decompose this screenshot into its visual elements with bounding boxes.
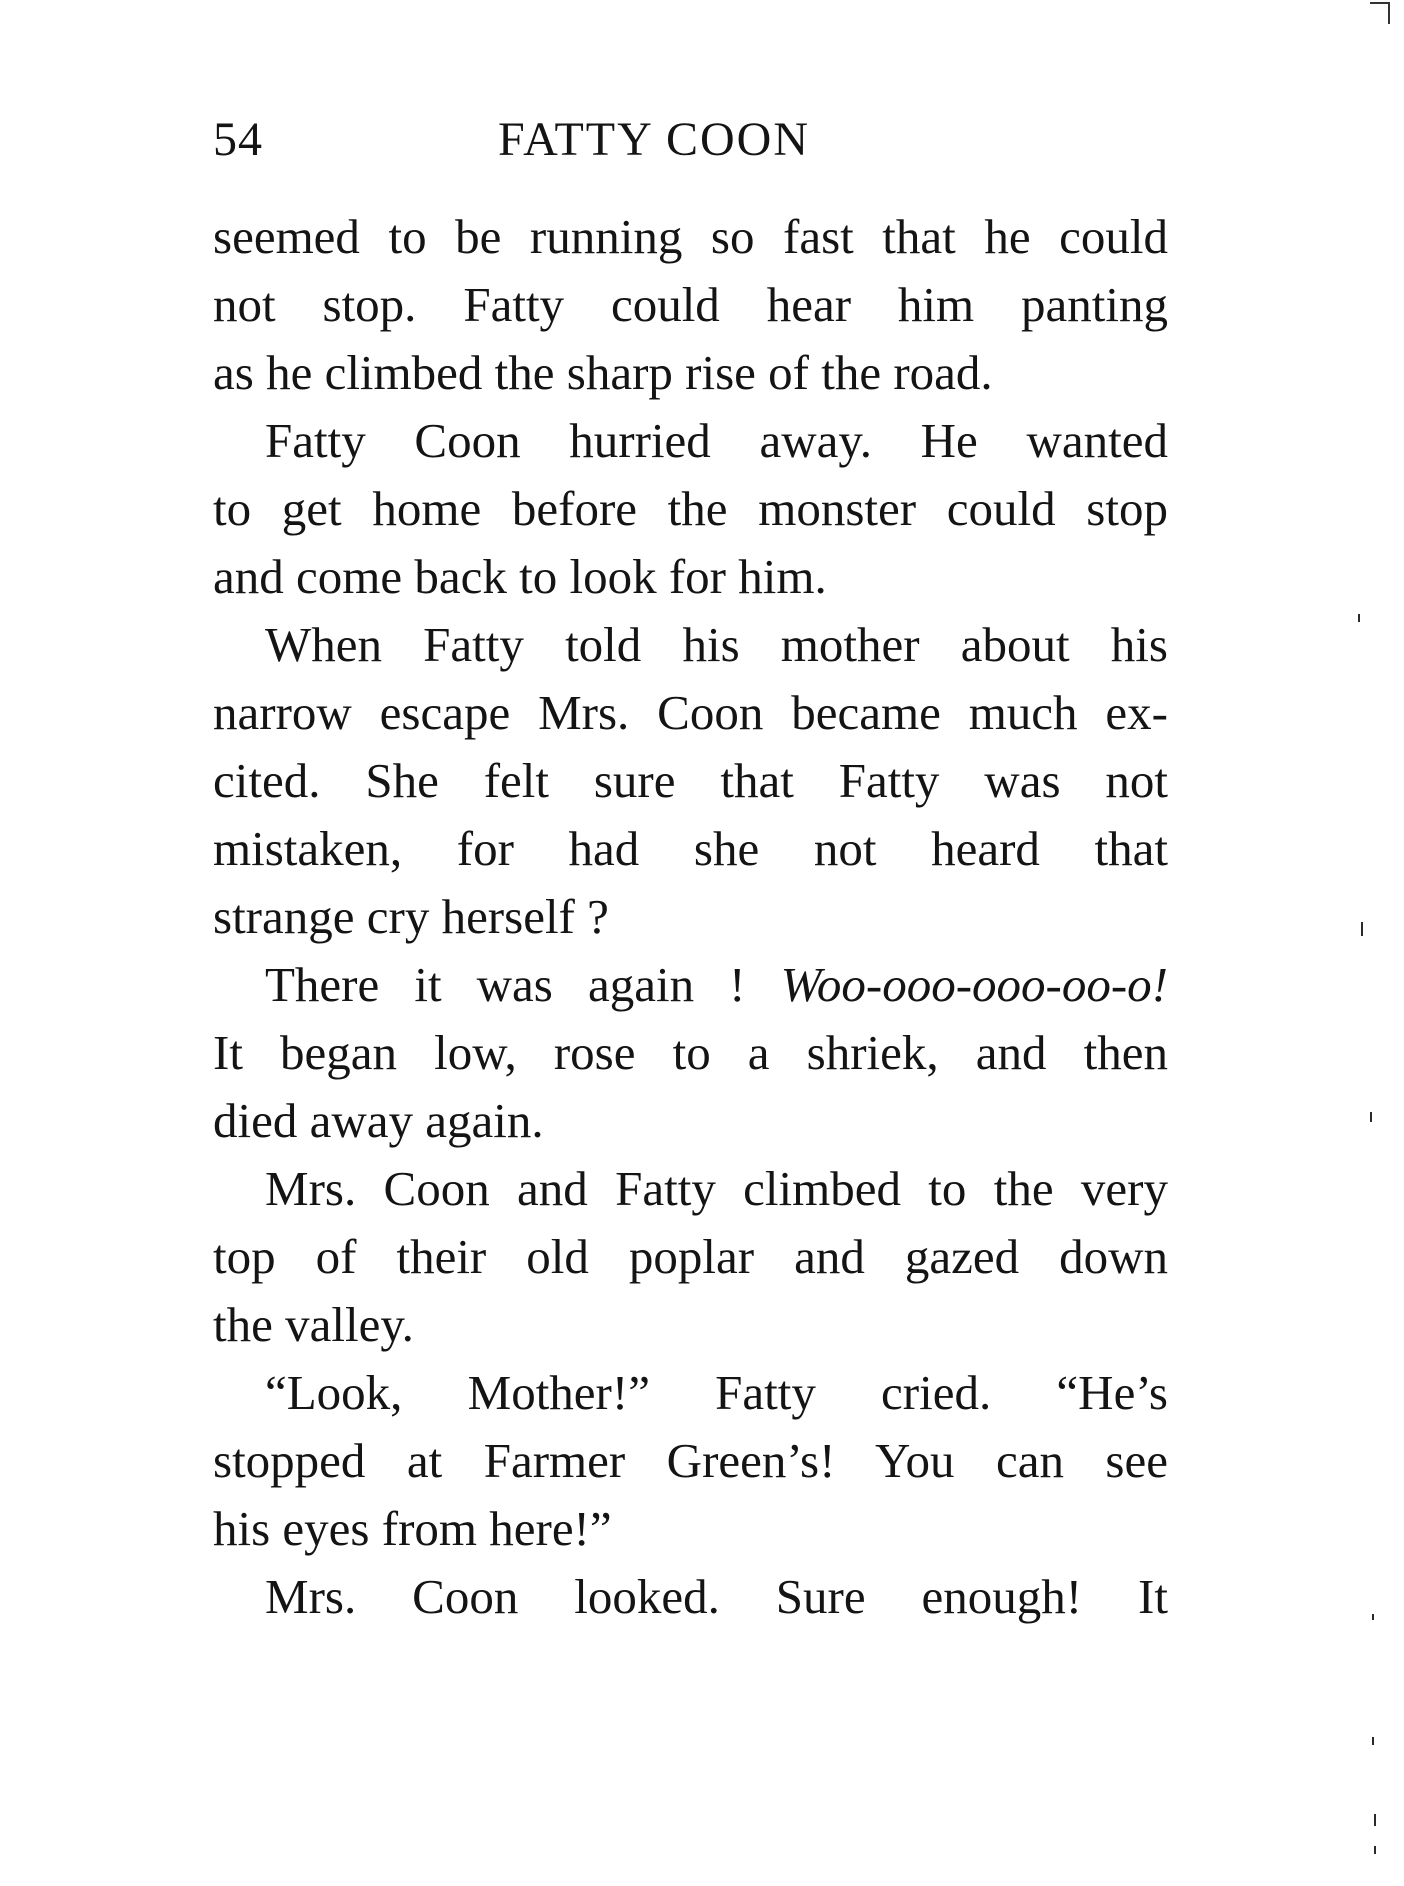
text-line: died away again. <box>213 1093 544 1148</box>
scan-speck <box>1372 1737 1374 1745</box>
text-line: “Look, Mother!” Fatty cried. “He’s <box>265 1365 1168 1420</box>
scan-speck <box>1358 614 1360 622</box>
text-line: Fatty Coon hurried away. He wanted <box>265 413 1168 468</box>
text-line: seemed to be running so fast that he could <box>213 209 1168 264</box>
paragraph <box>213 1359 1168 1563</box>
text-line: Mrs. Coon and Fatty climbed to the very <box>265 1161 1168 1216</box>
italic-cry: Woo-ooo-ooo-oo-o! <box>780 957 1168 1012</box>
text-line: his eyes from here!” <box>213 1501 612 1556</box>
running-title: FATTY COON <box>498 113 811 166</box>
text-line: stopped at Farmer Green’s! You can see <box>213 1433 1168 1488</box>
paragraph <box>213 407 1168 611</box>
running-header <box>213 112 1168 172</box>
text-line: When Fatty told his mother about his <box>265 617 1168 672</box>
text-line: cited. She felt sure that Fatty was not <box>213 753 1168 808</box>
scan-speck <box>1374 1814 1376 1826</box>
scan-corner-mark <box>1370 2 1390 26</box>
scan-speck <box>1374 1846 1376 1854</box>
text-line: top of their old poplar and gazed down <box>213 1229 1168 1284</box>
body-text <box>213 203 1168 1631</box>
text-line: Mrs. Coon looked. Sure enough! It <box>265 1569 1168 1624</box>
paragraph <box>213 1563 1168 1631</box>
paragraph <box>213 951 1168 1155</box>
text-line: as he climbed the sharp rise of the road. <box>213 345 993 400</box>
text-line: not stop. Fatty could hear him panting <box>213 277 1168 332</box>
text-line <box>213 951 1168 1019</box>
scan-speck <box>1372 1614 1374 1620</box>
text-line: and come back to look for him. <box>213 549 827 604</box>
scan-speck <box>1361 922 1363 936</box>
text-line: to get home before the monster could stop <box>213 481 1168 536</box>
text-segment: There it was again ! <box>265 957 781 1012</box>
text-line: mistaken, for had she not heard that <box>213 821 1168 876</box>
text-line: It began low, rose to a shriek, and then <box>213 1025 1168 1080</box>
paragraph <box>213 1155 1168 1359</box>
page-number: 54 <box>213 113 263 166</box>
scan-speck <box>1370 1112 1372 1122</box>
text-line: narrow escape Mrs. Coon became much ex- <box>213 685 1168 740</box>
text-line: the valley. <box>213 1297 414 1352</box>
paragraph <box>213 203 1168 407</box>
text-line: strange cry herself ? <box>213 889 609 944</box>
paragraph <box>213 611 1168 951</box>
